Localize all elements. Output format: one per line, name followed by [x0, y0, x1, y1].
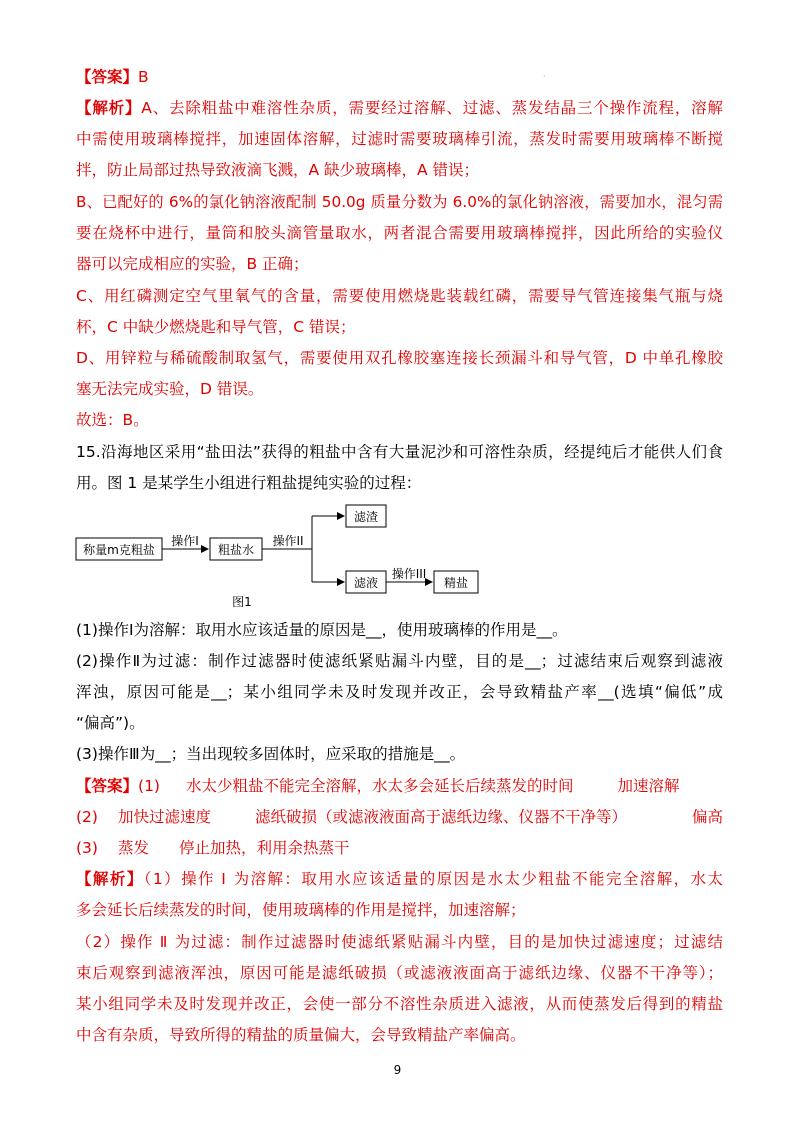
box-start-label: 称量m克粗盐 — [83, 543, 155, 557]
q14-analysis-line-4: B、已配好的 6%的氯化钠溶液配制 50.0g 质量分数为 6.0%的氯化钠溶液，需要加水，混匀需 — [76, 193, 723, 211]
q14-analysis-line-9: D、用锌粒与稀硫酸制取氢气，需要使用双孔橡胶塞连接长颈漏斗和导气管，D 中单孔橡胶 — [76, 349, 723, 367]
q15-question-2-line-1: (2)操作Ⅱ为过滤：制作过滤器时使滤纸紧贴漏斗内壁，目的是__；过滤结束后观察到滤液 — [76, 652, 723, 670]
q14-analysis-line-1 — [76, 97, 723, 119]
q15-analysis-line-1 — [76, 868, 723, 890]
q15-analysis-line-2: 多会延长后续蒸发的时间，使用玻璃棒的作用是搅拌，加速溶解； — [76, 901, 526, 919]
q15-question-2-line-3: “偏高”)。 — [76, 714, 145, 732]
analysis-label: 【解析】 — [76, 870, 144, 888]
box-residue-label: 滤渣 — [353, 510, 379, 524]
answer-num: (3) — [76, 839, 98, 857]
op3-label: 操作III — [391, 567, 427, 581]
q15-answer-row-2 — [76, 806, 723, 828]
box-salt-water-label: 粗盐水 — [217, 543, 255, 557]
q15-question-3: (3)操作Ⅲ为__；当出现较多固体时，应采取的措施是__。 — [76, 745, 466, 763]
answer-num: (1) — [138, 777, 160, 795]
analysis-text: A、去除粗盐中难溶性杂质，需要经过溶解、过滤、蒸发结晶三个操作流程，溶解 — [141, 99, 723, 117]
answer-label: 【答案】 — [76, 777, 139, 795]
answer-part: 偏高 — [691, 808, 723, 826]
q14-answer-line — [76, 66, 723, 88]
scan-speck: · — [543, 72, 546, 81]
op2-label: 操作II — [272, 534, 304, 548]
answer-label: 【答案】 — [76, 68, 139, 86]
q14-analysis-line-8: 杯，C 中缺少燃烧匙和导气管，C 错误； — [76, 318, 356, 336]
analysis-text: （1）操作 Ⅰ 为溶解：取用水应该适量的原因是水太少粗盐不能完全溶解，水太 — [143, 870, 723, 888]
q14-analysis-line-5: 要在烧杯中进行，量筒和胶头滴管量取水，两者混合需要用玻璃棒搅拌，因此所给的实验仪 — [76, 224, 723, 242]
q15-answer-row-1 — [76, 775, 723, 797]
q15-question-2-line-2: 浑浊，原因可能是__；某小组同学未及时发现并改正，会导致精盐产率__(选填“偏低”成 — [76, 683, 723, 701]
q15-answer-row-3 — [76, 837, 723, 859]
box-filtrate-label: 滤液 — [353, 576, 379, 590]
q15-analysis-line-3: （2）操作 Ⅱ 为过滤：制作过滤器时使滤纸紧贴漏斗内壁，目的是加快过滤速度；过滤结 — [76, 933, 723, 951]
q14-analysis-line-10: 塞无法完成实验，D 错误。 — [76, 380, 264, 398]
q14-analysis-line-6: 器可以完成相应的实验，B 正确； — [76, 255, 309, 273]
flow-diagram — [70, 496, 490, 616]
answer-part: 加速溶解 — [617, 777, 680, 795]
answer-value: B — [138, 68, 149, 86]
box-refined-salt-label: 精盐 — [443, 576, 469, 590]
analysis-label: 【解析】 — [76, 99, 142, 117]
answer-part: 水太少粗盐不能完全溶解，水太多会延长后续蒸发的时间 — [185, 777, 574, 795]
answer-part: 蒸发 — [117, 839, 149, 857]
q15-stem-line-2: 用。图 1 是某学生小组进行粗盐提纯实验的过程： — [76, 474, 422, 492]
q14-analysis-line-3: 拌，防止局部过热导致液滴飞溅，A 缺少玻璃棒，A 错误； — [76, 161, 480, 179]
q15-stem-line-1: 15.沿海地区采用“盐田法”获得的粗盐中含有大量泥沙和可溶性杂质，经提纯后才能供人们食 — [76, 443, 723, 461]
answer-part: 滤纸破损（或滤液液面高于滤纸边缘、仪器不干净等） — [254, 808, 627, 826]
q15-analysis-line-4: 束后观察到滤液浑浊，原因可能是滤纸破损（或滤液液面高于滤纸边缘、仪器不干净等）； — [76, 964, 723, 982]
page-number: 9 — [393, 1063, 402, 1077]
answer-part: 停止加热，利用余热蒸干 — [178, 839, 350, 857]
q14-conclusion: 故选：B。 — [76, 411, 149, 429]
q15-question-1: (1)操作Ⅰ为溶解：取用水应该适量的原因是__，使用玻璃棒的作用是__。 — [76, 621, 568, 639]
op1-label: 操作I — [171, 534, 199, 548]
q15-analysis-line-5: 某小组同学未及时发现并改正，会使一部分不溶性杂质进入滤液，从而使蒸发后得到的精盐 — [76, 995, 723, 1013]
q14-analysis-line-2: 中需使用玻璃棒搅拌，加速固体溶解，过滤时需要玻璃棒引流，蒸发时需要用玻璃棒不断搅 — [76, 130, 723, 148]
q15-analysis-line-6: 中含有杂质，导致所得的精盐的质量偏大，会导致精盐产率偏高。 — [76, 1026, 526, 1044]
answer-num: (2) — [76, 808, 98, 826]
answer-part: 加快过滤速度 — [117, 808, 211, 826]
q14-analysis-line-7: C、用红磷测定空气里氧气的含量，需要使用燃烧匙装载红磷，需要导气管连接集气瓶与烧 — [76, 287, 723, 305]
figure-caption: 图1 — [232, 595, 252, 609]
